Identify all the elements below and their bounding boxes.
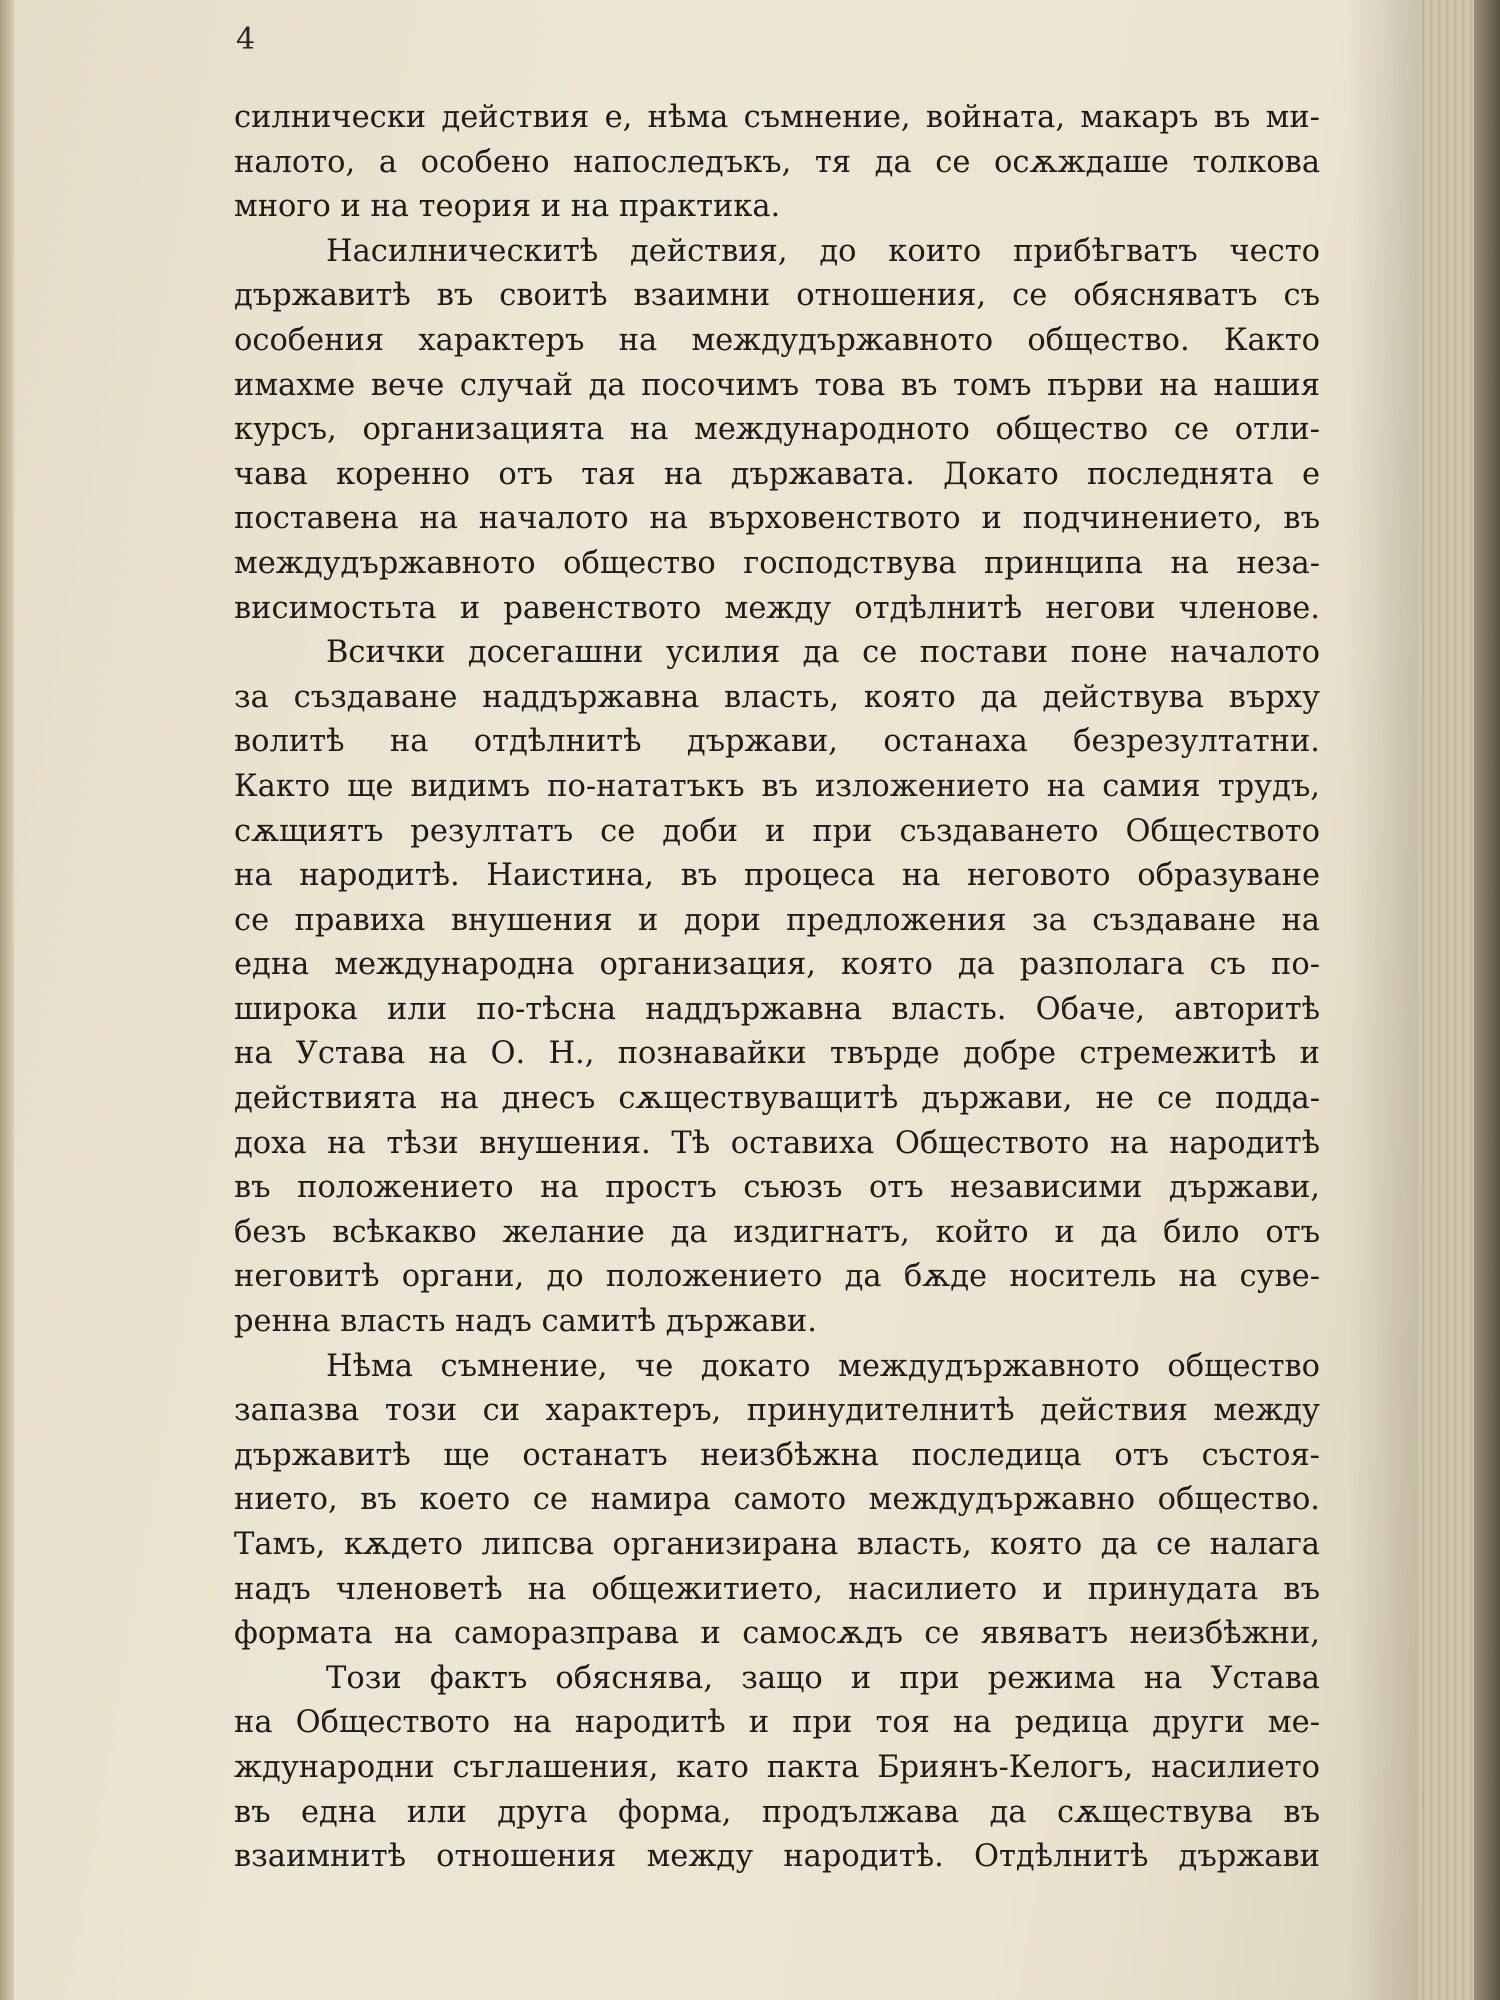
text-line: въ положението на простъ съюзъ отъ независими държави,	[234, 1170, 1320, 1206]
text-line: ренна власть надъ самитѣ държави.	[234, 1304, 817, 1340]
text-line: запазва този си характеръ, принудителнитѣ действия между	[234, 1393, 1320, 1429]
text-line: Нѣма съмнение, че докато междудържавното общество	[326, 1348, 1320, 1384]
text-line: широка или по-тѣсна наддържавна власть. Обаче, авторитѣ	[234, 991, 1320, 1027]
text-line: курсъ, организацията на международното общество се отли-	[234, 412, 1320, 448]
text-line: държавитѣ въ своитѣ взаимни отношения, се обясняватъ съ	[234, 278, 1320, 314]
text-line: Насилническитѣ действия, до които прибѣгватъ често	[326, 233, 1320, 269]
text-line: Този фактъ обяснява, защо и при режима на Устава	[326, 1660, 1320, 1696]
text-line: на Устава на О. Н., познавайки твърде добре стремежитѣ и	[234, 1036, 1320, 1072]
book-page-edges	[1418, 0, 1500, 2000]
page-gutter-shadow	[1348, 0, 1418, 2000]
text-line: волитѣ на отдѣлнитѣ държави, останаха безрезултатни.	[234, 724, 1320, 760]
text-line: сѫщиятъ резултатъ се доби и при създаването Обществото	[234, 813, 1320, 849]
text-line: поставена на началото на върховенството и подчинението, въ	[234, 501, 1320, 537]
text-line: на народитѣ. Наистина, въ процеса на неговото образуване	[234, 858, 1320, 894]
text-line: една международна организация, която да разполага съ по-	[234, 947, 1320, 983]
body-text	[234, 96, 1320, 1880]
text-line: неговитѣ органи, до положението да бѫде носитель на суве-	[234, 1259, 1320, 1295]
text-line: действията на днесъ сѫществуващитѣ държави, не се подда-	[234, 1081, 1320, 1117]
text-line: безъ всѣкакво желание да издигнатъ, който и да било отъ	[234, 1214, 1320, 1250]
text-line: имахме вече случай да посочимъ това въ томъ първи на нашия	[234, 367, 1320, 403]
text-line: ждународни съглашения, като пакта Бриянъ-Келогъ, насилието	[234, 1749, 1320, 1785]
text-line: формата на саморазправа и самосѫдъ се явяватъ неизбѣжни,	[234, 1616, 1320, 1652]
text-line: за създаване наддържавна власть, която да действува върху	[234, 679, 1320, 715]
text-line: на Обществото на народитѣ и при тоя на редица други ме-	[234, 1705, 1320, 1741]
text-line: Всички досегашни усилия да се постави поне началото	[326, 635, 1320, 671]
text-line: особения характеръ на междудържавното общество. Както	[234, 322, 1320, 358]
text-line: нието, въ което се намира самото междудържавно общество.	[234, 1482, 1320, 1518]
text-line: висимостьта и равенството между отдѣлнитѣ негови членове.	[234, 590, 1320, 626]
text-line: въ една или друга форма, продължава да сѫществува въ	[234, 1794, 1320, 1830]
book-left-edge	[0, 0, 14, 2000]
text-line: междудържавното общество господствува принципа на неза-	[234, 545, 1320, 581]
text-line: чава коренно отъ тая на държавата. Докато последнята е	[234, 456, 1320, 492]
text-line: Както ще видимъ по-нататъкъ въ изложението на самия трудъ,	[234, 768, 1320, 804]
text-line: се правиха внушения и дори предложения за създаване на	[234, 902, 1320, 938]
text-line: доха на тѣзи внушения. Тѣ оставиха Обществото на народитѣ	[234, 1125, 1320, 1161]
text-line: силнически действия е, нѣма съмнение, войната, макаръ въ ми-	[234, 100, 1320, 135]
text-line: налото, а особено напоследъкъ, тя да се осѫждаше толкова	[234, 144, 1320, 180]
text-line: надъ членоветѣ на общежитието, насилието и принудата въ	[234, 1571, 1320, 1607]
text-line: държавитѣ ще останатъ неизбѣжна последица отъ състоя-	[234, 1437, 1320, 1473]
text-line: много и на теория и на практика.	[234, 189, 781, 225]
text-line: взаимнитѣ отношения между народитѣ. Отдѣлнитѣ държави	[234, 1839, 1320, 1875]
text-line: Тамъ, кѫдето липсва организирана власть, която да се налага	[234, 1527, 1320, 1562]
page-number: 4	[236, 22, 257, 57]
